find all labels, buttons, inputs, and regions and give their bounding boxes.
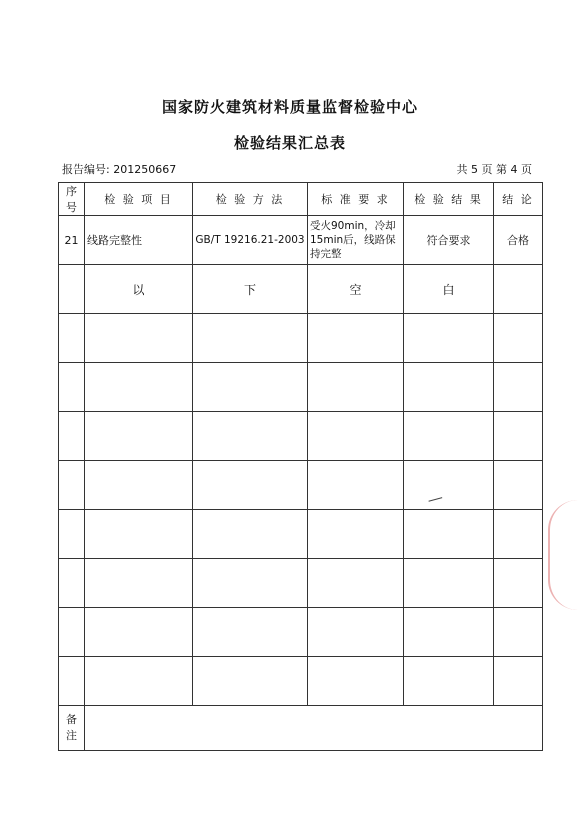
empty-row: [59, 314, 543, 363]
cell-conclusion: 合格: [494, 216, 543, 265]
report-number: 报告编号: 201250667: [62, 163, 177, 176]
column-header-item: 检 验 项 目: [85, 183, 193, 216]
table-row: [59, 216, 543, 265]
table-header-row: [59, 183, 543, 216]
empty-row: [59, 657, 543, 706]
empty-row: [59, 363, 543, 412]
empty-cell: [59, 265, 85, 314]
remarks-label-text: 备注: [66, 713, 77, 742]
document-title: 检验结果汇总表: [233, 134, 346, 152]
remarks-row: [59, 706, 543, 751]
stamp-edge: [548, 500, 578, 610]
cell-requirement: 受火90min，冷却15min后，线路保持完整: [308, 216, 404, 265]
column-header-requirement: 标 准 要 求: [308, 183, 404, 216]
empty-row: [59, 559, 543, 608]
results-table: [58, 182, 543, 751]
blank-mark-1: 以: [85, 265, 193, 314]
column-header-method: 检 验 方 法: [193, 183, 308, 216]
empty-row: [59, 510, 543, 559]
page-info: 共 5 页 第 4 页: [456, 163, 532, 176]
cell-method: GB/T 19216.21-2003: [193, 216, 308, 265]
empty-row: [59, 412, 543, 461]
cell-item: 线路完整性: [85, 216, 193, 265]
cell-result: 符合要求: [404, 216, 494, 265]
empty-cell: [494, 265, 543, 314]
remarks-label: [59, 706, 85, 751]
column-header-result: 检 验 结 果: [404, 183, 494, 216]
column-header-no: 序号: [59, 183, 85, 216]
org-title: 国家防火建筑材料质量监督检验中心: [161, 98, 418, 116]
empty-row: [59, 608, 543, 657]
column-header-conclusion: 结 论: [494, 183, 543, 216]
cell-no: 21: [59, 216, 85, 265]
empty-row: [59, 461, 543, 510]
blank-mark-3: 空: [308, 265, 404, 314]
blank-note-row: [59, 265, 543, 314]
blank-mark-2: 下: [193, 265, 308, 314]
remarks-content: [85, 706, 543, 751]
blank-mark-4: 白: [404, 265, 494, 314]
